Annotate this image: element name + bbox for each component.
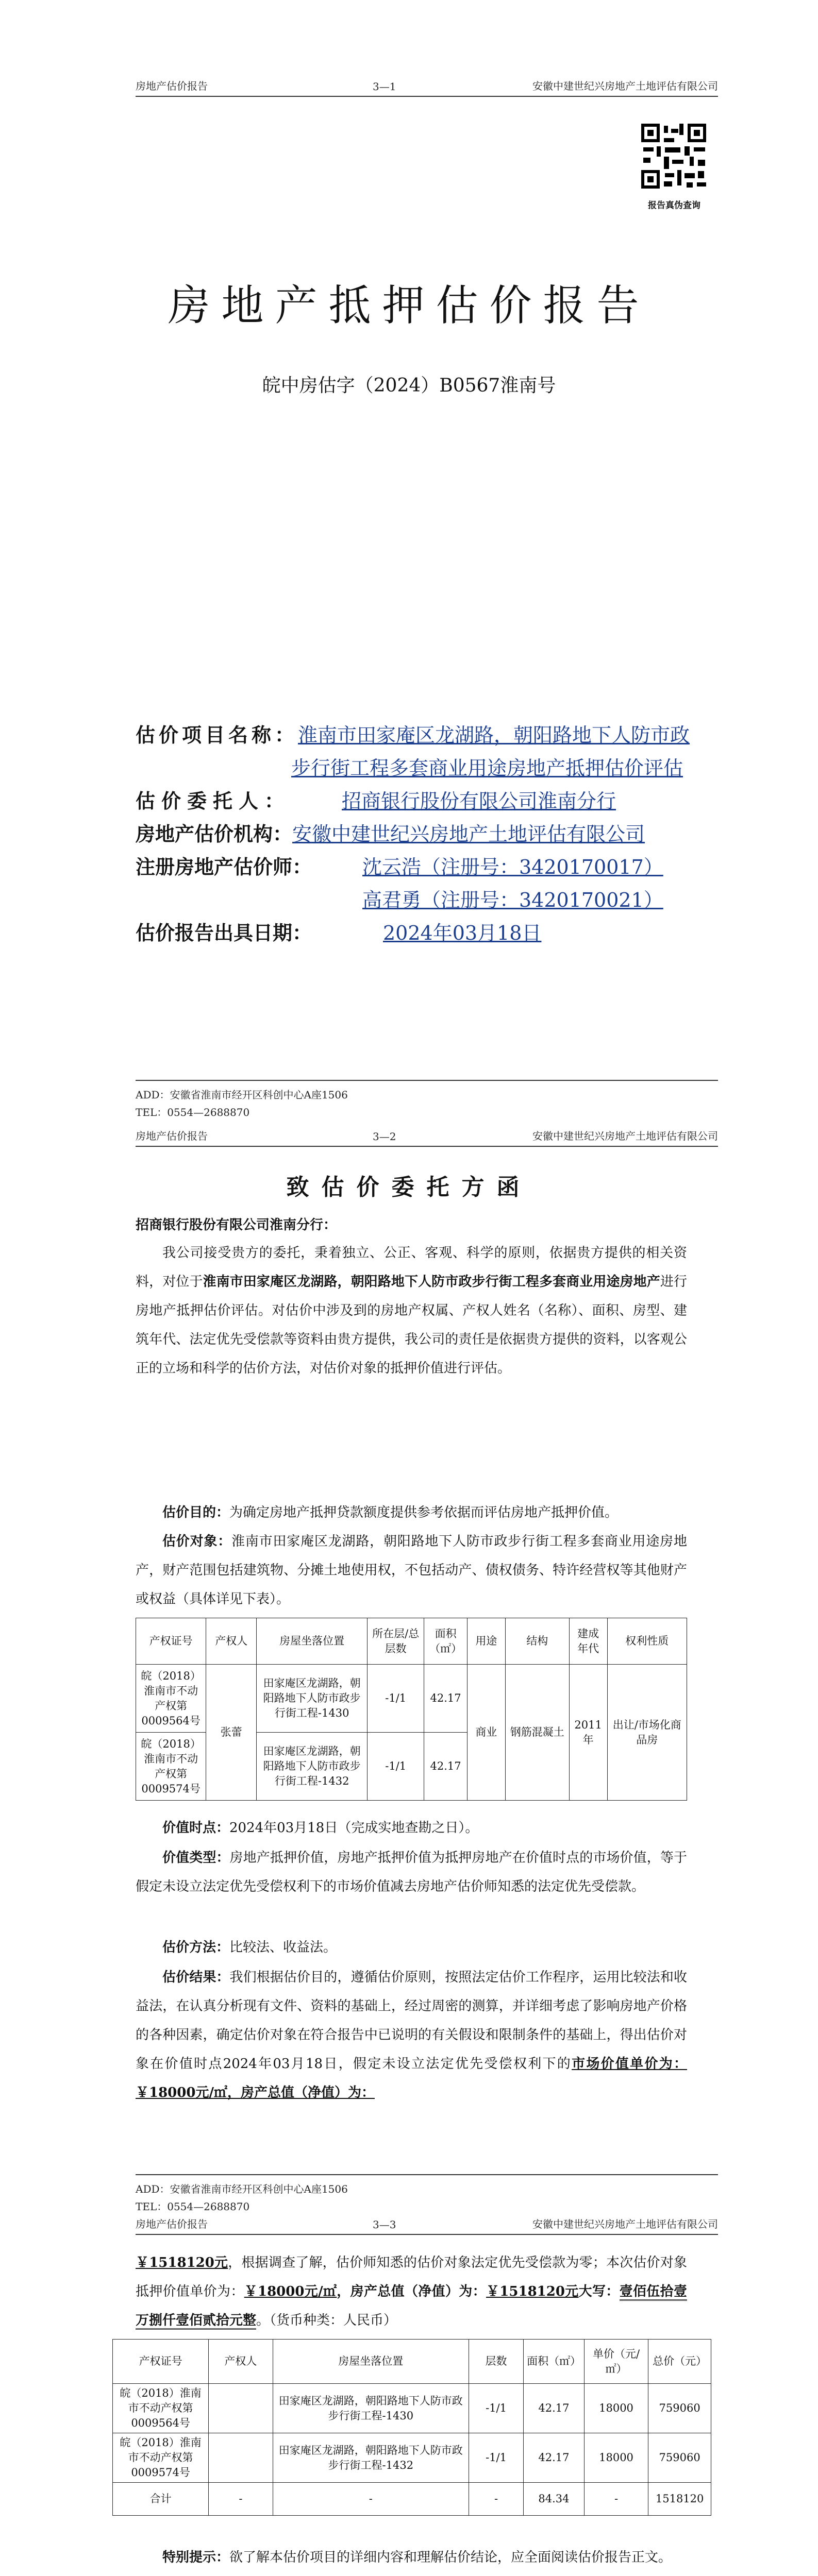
footer-address: ADD：安徽省淮南市经开区科创中心A座1506	[136, 1089, 348, 1101]
col-header: 房屋坐落位置	[257, 1618, 368, 1665]
agency-label: 房地产估价机构：	[136, 822, 293, 845]
owner-cell	[209, 2384, 273, 2433]
market-total: ￥1518120元	[136, 2255, 228, 2270]
letter-intro	[136, 1239, 687, 1383]
header-company: 安徽中建世纪兴房地产土地评估有限公司	[532, 1130, 718, 1142]
col-header: 总价（元）	[648, 2340, 711, 2384]
area-cell: 42.17	[524, 2384, 585, 2433]
qr-code[interactable]	[641, 124, 706, 189]
col-header: 用途	[467, 1618, 505, 1665]
result-continued	[136, 2248, 687, 2335]
col-header: 产权证号	[113, 2340, 209, 2384]
area-cell: 42.17	[424, 1665, 468, 1733]
sum-floor: -	[469, 2483, 523, 2516]
client-value: 招商银行股份有限公司淮南分行	[342, 790, 616, 812]
purpose-text: 为确定房地产抵押贷款额度提供参考依据而评估房地产抵押价值。	[229, 1505, 619, 1520]
col-header: 权利性质	[607, 1618, 687, 1665]
area-cell: 42.17	[524, 2433, 585, 2483]
col-header: 面积（㎡）	[424, 1618, 468, 1665]
col-header: 建成年代	[569, 1618, 607, 1665]
header-page-number: 3—2	[373, 1130, 396, 1143]
col-header: 产权人	[209, 2340, 273, 2384]
page-footer	[136, 1080, 718, 1121]
result-market-value: 市场价值单价为：￥18000元/㎡，房产总值（净值）为：	[136, 2056, 687, 2100]
price-cell: 18000	[584, 2433, 648, 2483]
header-company: 安徽中建世纪兴房地产土地评估有限公司	[532, 80, 718, 92]
price-cell: 18000	[584, 2384, 648, 2433]
table-row	[136, 1665, 687, 1733]
mortgage-total-label: ，房产总值（净值）为：	[337, 2284, 486, 2299]
tip-label: 特别提示：	[162, 2550, 230, 2565]
location-cell: 田家庵区龙湖路，朝阳路地下人防市政步行街工程-1432	[273, 2433, 469, 2483]
report-title: 房地产抵押估价报告	[168, 281, 650, 330]
sum-total: 1518120	[648, 2483, 711, 2516]
property-table	[136, 1618, 687, 1801]
total-cell: 759060	[648, 2384, 711, 2433]
uppercase-amount: 壹佰伍拾壹万捌仟壹佰贰拾元整	[136, 2284, 687, 2330]
table-row	[113, 2433, 711, 2483]
uppercase-label: 大写：	[578, 2284, 620, 2299]
footer-address: ADD：安徽省淮南市经开区科创中心A座1506	[136, 2183, 348, 2195]
agency-row	[136, 818, 713, 851]
result-text: 我们根据估价目的，遵循估价原则，按照法定估价工作程序，运用比较法和收益法，在认真分析现有文件、资料的基础上，经过周密的测算，并详细考虑了影响房地产价格的各种因素，确定估价对象在符合报告中已说明的有关假设和限制条件的基础上，得出估价对象在价值时点2024年03月18日，假定未设立法定优先受偿权利下的	[136, 1970, 687, 2072]
floor-cell: -1/1	[469, 2433, 523, 2483]
agency-value: 安徽中建世纪兴房地产土地评估有限公司	[292, 823, 645, 845]
object-label: 估价对象：	[162, 1534, 232, 1549]
sum-area: 84.34	[524, 2483, 585, 2516]
floor-cell: -1/1	[368, 1665, 424, 1733]
appraiser-row	[136, 851, 713, 884]
cert-cell: 皖（2018）淮南市不动产权第0009564号	[136, 1665, 206, 1733]
currency-note: 。（货币种类：人民币）	[256, 2313, 397, 2328]
cover-info	[136, 719, 713, 950]
date-value: 2024年03月18日	[383, 922, 542, 944]
sum-location: -	[273, 2483, 469, 2516]
type-para	[136, 1843, 687, 1901]
project-name-line1: 淮南市田家庵区龙湖路，朝阳路地下人防市政	[298, 724, 690, 747]
cert-cell: 皖（2018）淮南市不动产权第0009574号	[136, 1733, 206, 1801]
location-cell: 田家庵区龙湖路，朝阳路地下人防市政步行街工程-1430	[273, 2384, 469, 2433]
method-label: 估价方法：	[162, 1940, 230, 1955]
total-cell: 759060	[648, 2433, 711, 2483]
client-label: 估价委托人：	[136, 789, 291, 812]
col-header: 所在层/总层数	[368, 1618, 424, 1665]
intro-text-b: 进行房地产抵押估价评估。对估价中涉及到的房地产权属、产权人姓名（名称）、面积、房型、建筑年代、法定优先受偿款等资料由贵方提供，我公司的责任是依据贵方提供的资料，以客观公正的立场和科学的估价方法，对估价对象的抵押价值进行评估。	[136, 1274, 687, 1376]
structure-cell: 钢筋混凝土	[505, 1665, 569, 1801]
use-cell: 商业	[467, 1665, 505, 1801]
header-left: 房地产估价报告	[136, 1130, 208, 1142]
col-header: 产权证号	[136, 1618, 206, 1665]
col-header: 房屋坐落位置	[273, 2340, 469, 2384]
appraiser-2: 高君勇（注册号：3420170021）	[362, 889, 663, 911]
tip-text: 欲了解本估价项目的详细内容和理解估价结论，应全面阅读估价报告正文。	[229, 2550, 672, 2565]
footer-tel: TEL：0554—2688870	[136, 1106, 250, 1118]
addressee: 招商银行股份有限公司淮南分行：	[136, 1217, 337, 1233]
object-para	[136, 1527, 687, 1614]
value-type-label: 价值类型：	[162, 1850, 230, 1866]
sum-label: 合计	[113, 2483, 209, 2516]
intro-text-a: 我公司接受贵方的委托，秉着独立、公正、客观、科学的原则，依据贵方提供的相关资料，对位于	[136, 1245, 687, 1290]
value-date-text: 2024年03月18日（完成实地查勘之日）。	[229, 1820, 479, 1836]
mortgage-total: ￥1518120元	[486, 2284, 579, 2299]
floor-cell: -1/1	[469, 2384, 523, 2433]
page-header	[136, 1127, 718, 1147]
object-text: 淮南市田家庵区龙湖路，朝阳路地下人防市政步行街工程多套商业用途房地产，财产范围包括建筑物、分摊土地使用权，不包括动产、债权债务、特许经营权等其他财产或权益（具体详见下表）。	[136, 1534, 687, 1607]
footer-tel: TEL：0554—2688870	[136, 2200, 250, 2213]
col-header: 产权人	[206, 1618, 257, 1665]
date-label: 估价报告出具日期：	[136, 921, 312, 944]
year-cell: 2011年	[569, 1665, 607, 1801]
method-text: 比较法、收益法。	[229, 1940, 337, 1955]
page-header	[136, 2215, 718, 2235]
col-header: 结构	[505, 1618, 569, 1665]
project-name-line2: 步行街工程多套商业用途房地产抵押估价评估	[291, 757, 683, 779]
cert-cell: 皖（2018）淮南市不动产权第0009574号	[113, 2433, 209, 2483]
owner-cell: 张蕾	[206, 1665, 257, 1801]
page-footer	[136, 2174, 718, 2215]
col-header: 面积（㎡）	[524, 2340, 585, 2384]
project-row-2	[136, 752, 713, 785]
appraiser-row-2	[136, 884, 713, 917]
area-cell: 42.17	[424, 1733, 468, 1801]
appraiser-label: 注册房地产估价师：	[136, 855, 312, 878]
result-cont-text: ，根据调查了解，估价师知悉的估价对象法定优先受偿款为零；本次估价对象抵押价值单价为：	[136, 2255, 687, 2299]
sum-owner: -	[209, 2483, 273, 2516]
owner-cell	[209, 2433, 273, 2483]
purpose-para	[136, 1498, 687, 1527]
method-para	[136, 1933, 687, 1962]
header-page-number: 3—3	[373, 2218, 396, 2231]
location-cell: 田家庵区龙湖路，朝阳路地下人防市政步行街工程-1432	[257, 1733, 368, 1801]
intro-object: 淮南市田家庵区龙湖路，朝阳路地下人防市政步行街工程多套商业用途房地产	[203, 1274, 660, 1290]
table-row	[113, 2384, 711, 2433]
project-row	[136, 719, 713, 752]
header-page-number: 3—1	[373, 80, 396, 93]
purpose-label: 估价目的：	[162, 1505, 230, 1520]
appraiser-1: 沈云浩（注册号：3420170017）	[362, 856, 663, 878]
page-header	[136, 77, 718, 97]
tip-para	[136, 2543, 687, 2572]
project-label: 估价项目名称：	[136, 723, 298, 747]
header-left: 房地产估价报告	[136, 2218, 208, 2230]
qr-caption: 报告真伪查询	[648, 200, 700, 211]
col-header: 单价（元/㎡）	[584, 2340, 648, 2384]
floor-cell: -1/1	[368, 1733, 424, 1801]
date-row	[136, 917, 713, 950]
date-para	[136, 1814, 687, 1842]
location-cell: 田家庵区龙湖路，朝阳路地下人防市政步行街工程-1430	[257, 1665, 368, 1733]
header-company: 安徽中建世纪兴房地产土地评估有限公司	[532, 2218, 718, 2230]
sum-row	[113, 2483, 711, 2516]
valuation-table	[112, 2339, 711, 2516]
sum-price: -	[584, 2483, 648, 2516]
value-date-label: 价值时点：	[162, 1820, 230, 1836]
header-left: 房地产估价报告	[136, 80, 208, 92]
report-number: 皖中房估字（2024）B0567淮南号	[262, 375, 556, 396]
result-para	[136, 1963, 687, 2107]
mortgage-unit-price: ￥18000元/㎡	[244, 2284, 337, 2299]
result-label: 估价结果：	[162, 1970, 230, 1985]
value-type-text: 房地产抵押价值，房地产抵押价值为抵押房地产在价值时点的市场价值，等于假定未设立法定优先受偿权利下的市场价值减去房地产估价师知悉的法定优先受偿款。	[136, 1850, 687, 1894]
col-header: 层数	[469, 2340, 523, 2384]
client-row	[136, 785, 713, 818]
cert-cell: 皖（2018）淮南市不动产权第0009564号	[113, 2384, 209, 2433]
rights-cell: 出让/市场化商品房	[607, 1665, 687, 1801]
letter-title: 致估价委托方函	[286, 1174, 532, 1200]
